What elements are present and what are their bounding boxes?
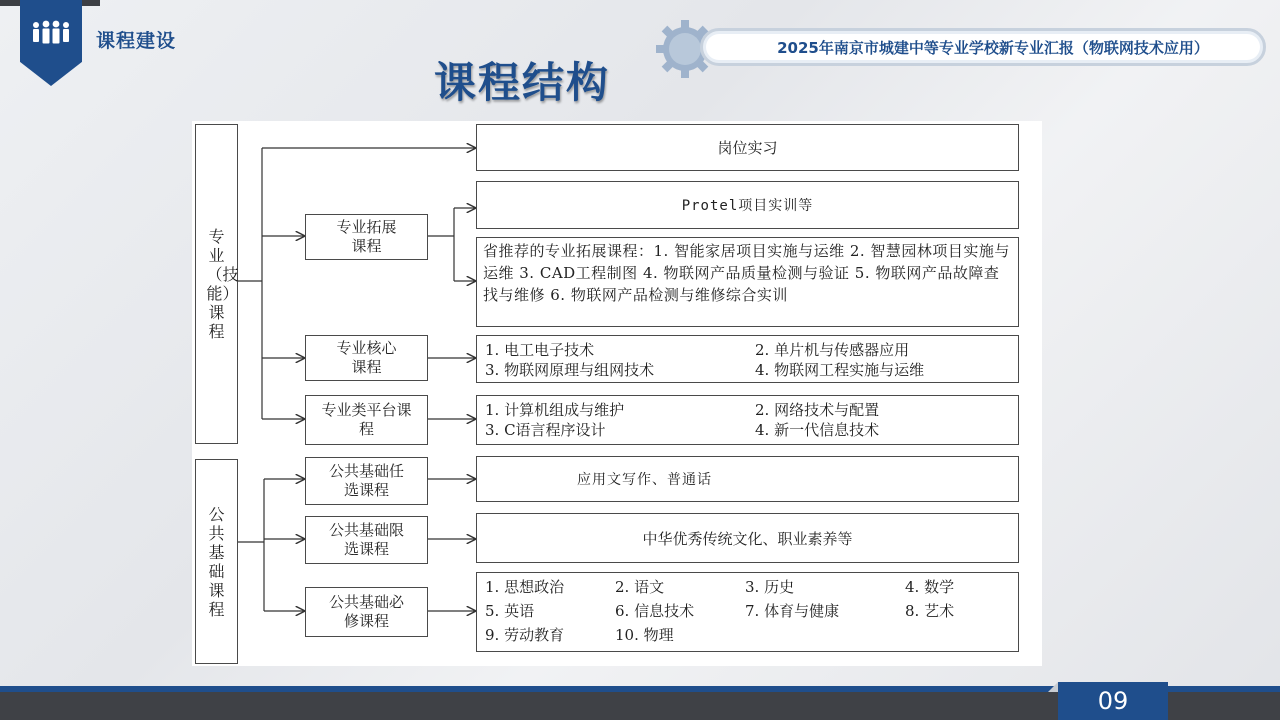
required-item: 1. 思想政治 <box>485 578 565 596</box>
platform-item: 3. C语言程序设计 <box>485 421 606 439</box>
group-expansion-label: 专业拓展课程 <box>336 218 397 255</box>
category-professional-label: 专业（技能）课程 <box>206 227 239 341</box>
content-public-limited <box>476 513 1019 563</box>
group-public-optional <box>305 457 428 505</box>
group-public-limited-label: 公共基础限选课程 <box>328 521 404 558</box>
core-item: 4. 物联网工程实施与运维 <box>755 361 925 379</box>
core-item: 3. 物联网原理与组网技术 <box>485 361 655 379</box>
core-item: 2. 单片机与传感器应用 <box>755 341 910 359</box>
team-icon <box>30 20 72 46</box>
content-public-required <box>476 572 1019 652</box>
required-item: 5. 英语 <box>485 602 535 620</box>
content-expansion-recommended <box>476 237 1019 327</box>
curriculum-structure-diagram <box>192 121 1042 666</box>
required-item: 3. 历史 <box>745 578 795 596</box>
required-item: 2. 语文 <box>615 578 665 596</box>
content-protel <box>476 181 1019 229</box>
expansion-recommended-text: 省推荐的专业拓展课程：1. 智能家居项目实施与运维 2. 智慧园林项目实施与运维 3. CAD工程制图 4. 物联网产品质量检测与验证 5. 物联网产品故障查找与维修 6. 物联网产品检测与维修综合实训 <box>483 242 1010 304</box>
group-platform-label: 专业类平台课程 <box>321 401 412 438</box>
required-item: 4. 数学 <box>905 578 955 596</box>
report-title: 2025年南京市城建中等专业学校新专业汇报（物联网技术应用） <box>706 34 1260 60</box>
protel-text: Protel项目实训等 <box>681 198 814 214</box>
platform-item: 2. 网络技术与配置 <box>755 401 880 419</box>
group-expansion <box>305 214 428 260</box>
group-public-optional-label: 公共基础任选课程 <box>328 462 404 499</box>
section-label: 课程建设 <box>96 30 177 52</box>
category-professional <box>195 124 238 444</box>
core-item: 1. 电工电子技术 <box>485 341 595 359</box>
public-limited-text: 中华优秀传统文化、职业素养等 <box>642 529 853 548</box>
required-item: 10. 物理 <box>615 626 674 644</box>
internship-text: 岗位实习 <box>717 139 778 157</box>
group-public-required-label: 公共基础必修课程 <box>328 593 404 630</box>
group-platform <box>305 395 428 445</box>
public-optional-text: 应用文写作、普通话 <box>577 472 712 488</box>
page-number-edge <box>1048 682 1058 692</box>
content-core <box>476 335 1019 383</box>
report-title-banner <box>700 28 1266 66</box>
category-public <box>195 459 238 664</box>
platform-item: 1. 计算机组成与维护 <box>485 401 625 419</box>
content-public-optional <box>476 456 1019 502</box>
required-item: 6. 信息技术 <box>615 602 695 620</box>
page-number: 09 <box>1058 682 1168 720</box>
content-internship <box>476 124 1019 171</box>
page-title: 课程结构 <box>434 58 611 107</box>
group-core <box>305 335 428 381</box>
platform-item: 4. 新一代信息技术 <box>755 421 880 439</box>
group-core-label: 专业核心课程 <box>336 339 397 376</box>
category-public-label: 公共基础课程 <box>208 504 225 619</box>
content-platform <box>476 395 1019 445</box>
required-item: 7. 体育与健康 <box>745 602 840 620</box>
required-item: 9. 劳动教育 <box>485 626 565 644</box>
required-item: 8. 艺术 <box>905 602 955 620</box>
group-public-limited <box>305 516 428 564</box>
section-badge <box>20 0 82 86</box>
group-public-required <box>305 587 428 637</box>
